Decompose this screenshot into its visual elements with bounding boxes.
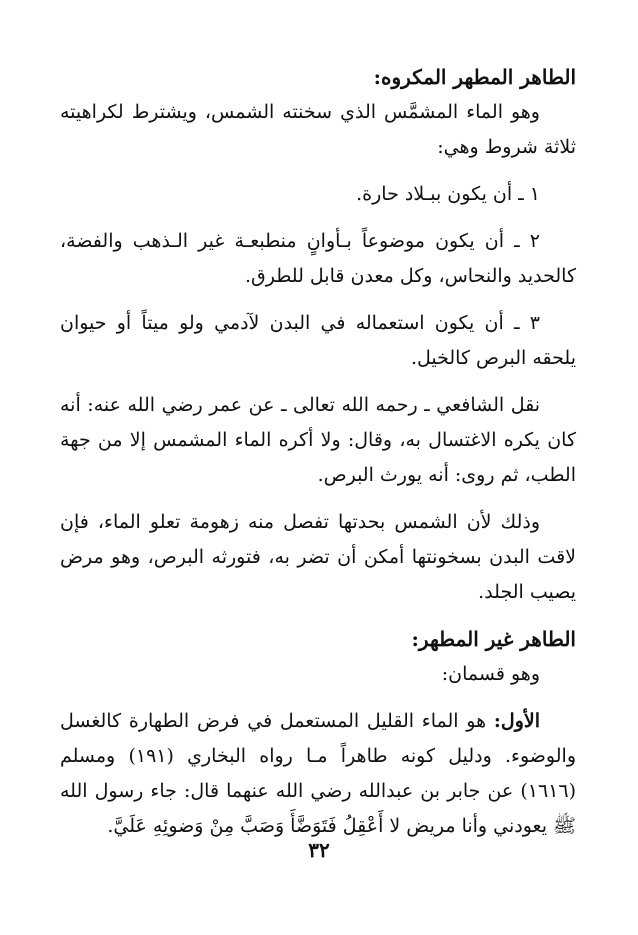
paragraph-two-types: وهو قسمان: (441, 663, 540, 685)
paragraph-first-type (60, 704, 576, 844)
first-type-text: هو الماء القليل المستعمل في فرض الطهارة كالغسل والوضوء. ودليل كونه طاهراً مـا رواه البخاري (١٩١) ومسلم (١٦١٦) عن جابر بن عبدالله رضي الله عنهما قال: جاء رسول الله ﷺ يعودني وأنا مريض لا أَعْقِلُ فَتَوَضَّأَ وَصَبَّ مِنْ وَضوئِهِ عَلَيَّ. (60, 710, 576, 837)
page-body (60, 60, 576, 844)
paragraph-reason: وذلك لأن الشمس بحدتها تفصل منه زهومة تعلو الماء، فإن لاقت البدن بسخونتها أمكن أن تضر به، فتورثه البرص، وهو مرض يصيب الجلد. (60, 511, 576, 603)
condition-item-3: ٣ ـ أن يكون استعماله في البدن لآدمي ولو ميتاً أو حيوان يلحقه البرص كالخيل. (60, 312, 576, 369)
paragraph-shafii-quote: نقل الشافعي ـ رحمه الله تعالى ـ عن عمر رضي الله عنه: أنه كان يكره الاغتسال به، وقال: ولا أكره الماء المشمس إلا من جهة الطب، ثم روى: أنه يورث البرص. (60, 394, 576, 486)
section-heading-purifying-disliked: الطاهر المطهر المكروه: (373, 65, 576, 89)
first-type-label: الأول: (493, 710, 540, 732)
paragraph-definition: وهو الماء المشمَّس الذي سخنته الشمس، ويشترط لكراهيته ثلاثة شروط وهي: (60, 101, 576, 158)
condition-item-2: ٢ ـ أن يكون موضوعاً بـأوانٍ منطبعـة غير الـذهب والفضة، كالحديد والنحاس، وكل معدن قابل للطرق. (60, 230, 576, 287)
section-heading-pure-not-purifying: الطاهر غير المطهر: (411, 627, 576, 651)
condition-item-1: ١ ـ أن يكون ببـلاد حارة. (356, 183, 540, 205)
page-number: ٣٢ (308, 838, 330, 862)
